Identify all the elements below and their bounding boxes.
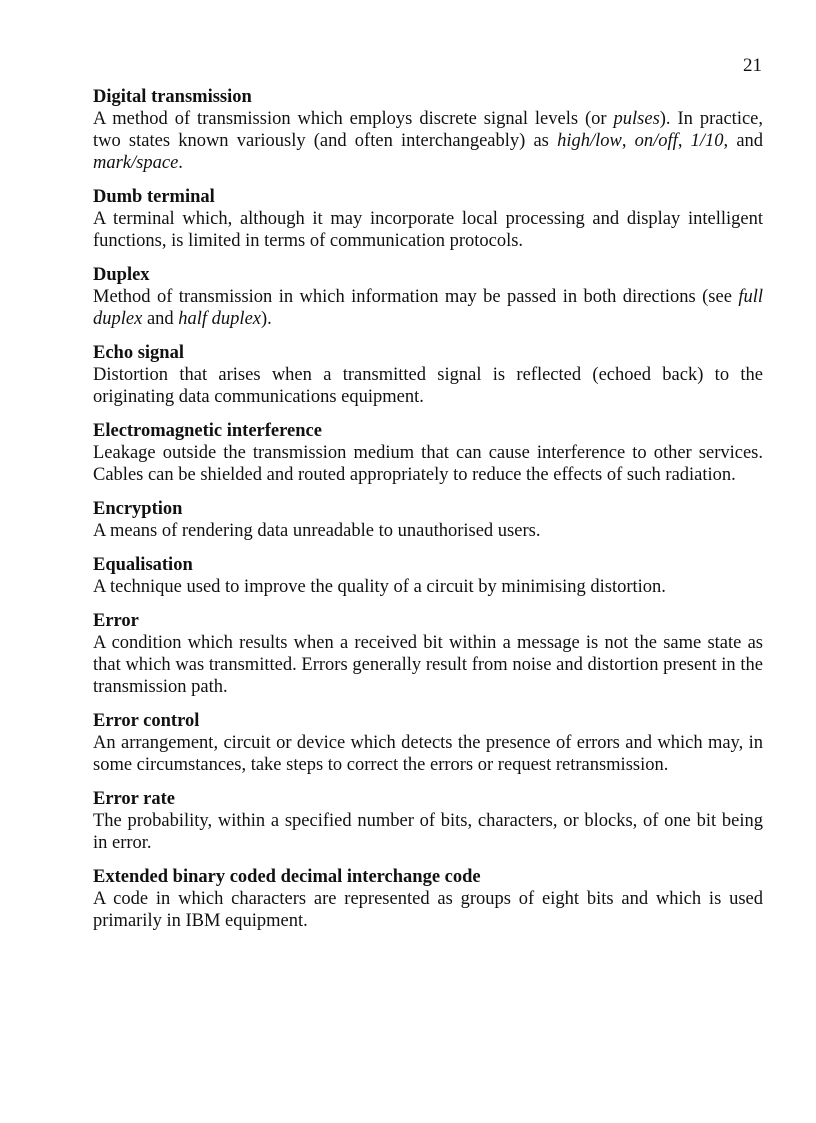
entry-term: Digital transmission xyxy=(93,87,252,107)
entry-term: Error rate xyxy=(93,789,176,809)
definition-italic-text: full duplex xyxy=(93,287,763,329)
definition-italic-text: high/low xyxy=(557,131,622,151)
definition-text: Distortion that arises when a transmitted signal is reflected (echoed back) to the originating data communications equipment. xyxy=(93,365,763,407)
entry-definition xyxy=(93,888,763,932)
entry-definition xyxy=(93,208,763,252)
entry-term: Extended binary coded decimal interchange code xyxy=(93,867,481,887)
definition-text: . xyxy=(178,153,183,173)
definition-text: A technique used to improve the quality of a circuit by minimising distortion. xyxy=(93,577,666,597)
entry-term: Error control xyxy=(93,711,200,731)
glossary-entry xyxy=(93,186,763,252)
entry-definition xyxy=(93,286,763,330)
entry-term: Electromagnetic interference xyxy=(93,421,322,441)
entry-term: Equalisation xyxy=(93,555,193,575)
entry-definition xyxy=(93,576,763,598)
definition-italic-text: half duplex xyxy=(178,309,261,329)
page-number: 21 xyxy=(743,55,762,76)
glossary-entry xyxy=(93,610,763,698)
glossary-entry xyxy=(93,342,763,408)
definition-text: The probability, within a specified number of bits, characters, or blocks, of one bit being in error. xyxy=(93,811,763,853)
definition-text: , xyxy=(621,131,635,151)
entry-definition xyxy=(93,810,763,854)
entry-definition xyxy=(93,732,763,776)
glossary-entry xyxy=(93,264,763,330)
definition-text: An arrangement, circuit or device which detects the presence of errors and which may, in some circumstances, take steps to correct the errors or request retransmission. xyxy=(93,733,763,775)
definition-italic-text: 1/10 xyxy=(690,131,724,151)
glossary-entry xyxy=(93,86,763,174)
entry-definition xyxy=(93,108,763,174)
glossary-entry xyxy=(93,498,763,542)
definition-text: , xyxy=(677,131,691,151)
entry-term: Echo signal xyxy=(93,343,184,363)
glossary-entry xyxy=(93,710,763,776)
entry-term: Error xyxy=(93,611,139,631)
definition-text: A method of transmission which employs discrete signal levels (or xyxy=(93,109,614,129)
entry-term: Duplex xyxy=(93,265,150,285)
entry-definition xyxy=(93,364,763,408)
definition-text: Method of transmission in which information may be passed in both directions (see xyxy=(93,287,739,307)
entry-term: Encryption xyxy=(93,499,183,519)
entry-definition xyxy=(93,632,763,698)
glossary-entries xyxy=(93,86,763,944)
definition-text: A terminal which, although it may incorporate local processing and display intelligent functions, is limited in terms of communication protocols. xyxy=(93,209,763,251)
definition-text: ). In practice, two states known variously (and often interchangeably) as xyxy=(93,109,764,151)
definition-text: and xyxy=(142,309,179,329)
definition-text: , and xyxy=(723,131,764,151)
glossary-entry xyxy=(93,788,763,854)
definition-italic-text: on/off xyxy=(634,131,678,151)
definition-text: Leakage outside the transmission medium that can cause interference to other services. Cables can be shielded and routed appropriately to reduce the effects of such radiation. xyxy=(93,443,763,485)
definition-italic-text: mark/space xyxy=(93,153,179,173)
definition-italic-text: pulses xyxy=(613,109,660,129)
entry-definition xyxy=(93,520,763,542)
definition-text: A code in which characters are represented as groups of eight bits and which is used primarily in IBM equipment. xyxy=(93,889,763,931)
glossary-entry xyxy=(93,420,763,486)
definition-text: A condition which results when a received bit within a message is not the same state as that which was transmitted. Errors generally result from noise and distortion present in the transmission path. xyxy=(93,633,763,697)
glossary-entry xyxy=(93,554,763,598)
glossary-entry xyxy=(93,866,763,932)
entry-definition xyxy=(93,442,763,486)
entry-term: Dumb terminal xyxy=(93,187,215,207)
definition-text: ). xyxy=(261,309,272,329)
definition-text: A means of rendering data unreadable to unauthorised users. xyxy=(93,521,541,541)
